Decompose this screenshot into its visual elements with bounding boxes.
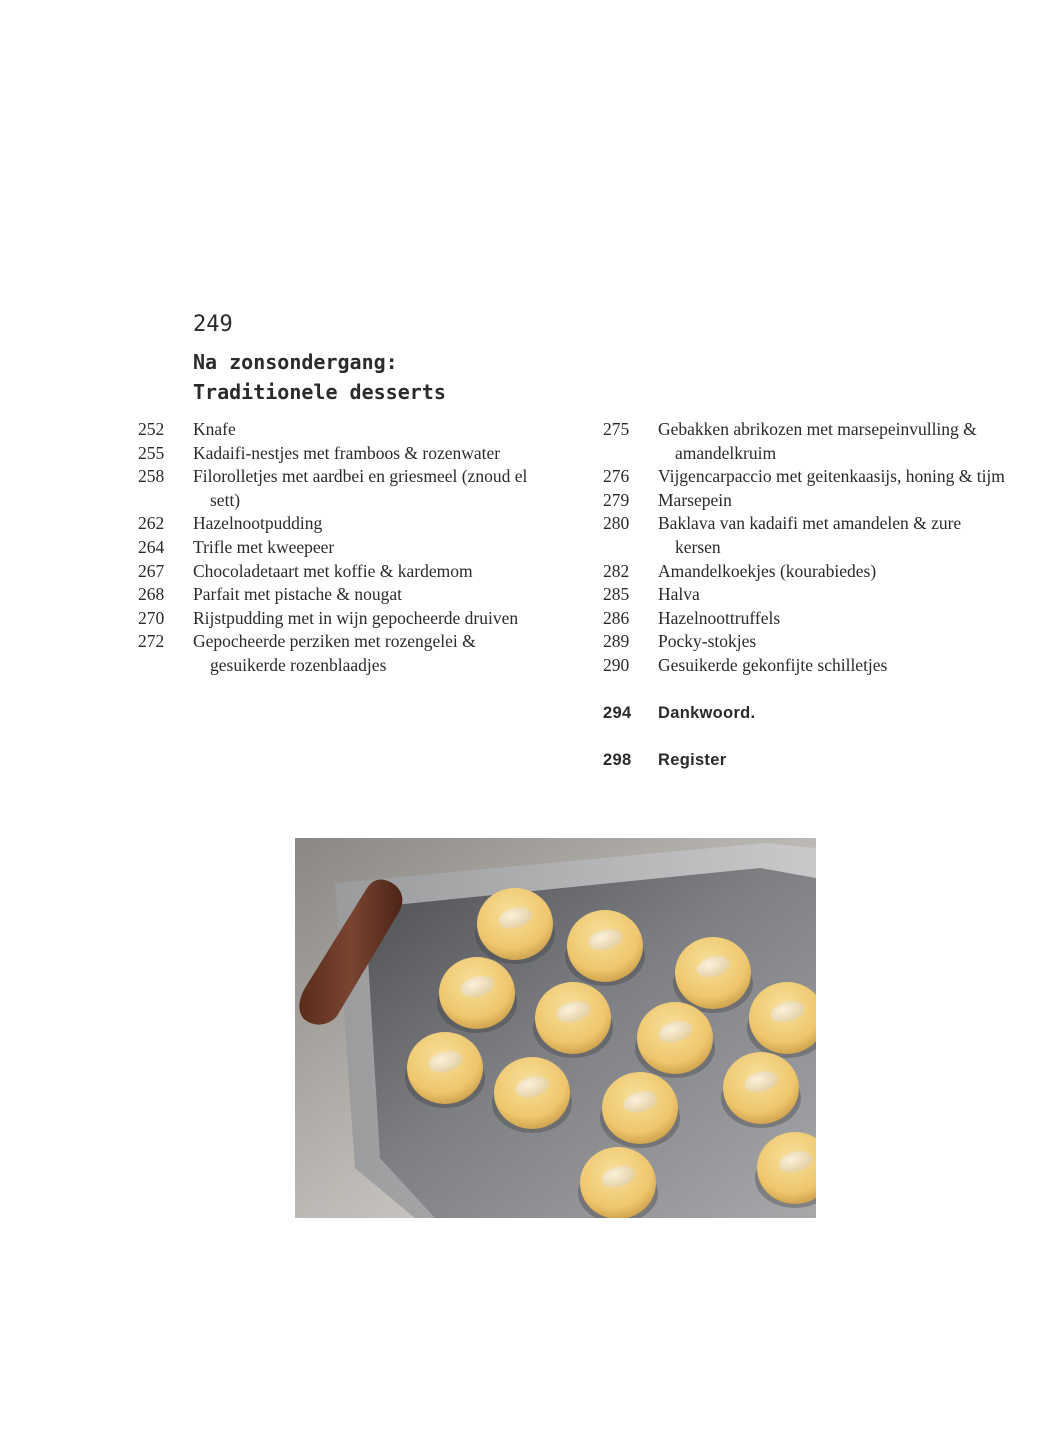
toc-page-number: 289 xyxy=(603,631,630,652)
toc-page-number: 270 xyxy=(138,607,165,628)
toc-column-left xyxy=(138,418,558,678)
toc-entry[interactable] xyxy=(603,654,1023,678)
toc-entry[interactable] xyxy=(603,465,1023,489)
toc-entry[interactable] xyxy=(603,489,1023,513)
toc-column-right xyxy=(603,418,1023,773)
toc-entry-title: Chocoladetaart met koffie & kardemom xyxy=(193,560,473,581)
toc-entry[interactable] xyxy=(138,583,558,607)
section-title-line-1: Na zonsondergang: xyxy=(193,350,398,374)
toc-page-number: 272 xyxy=(138,631,165,652)
toc-entry[interactable] xyxy=(603,512,1023,559)
toc-page-number: 298 xyxy=(603,751,632,770)
toc-page-number: 285 xyxy=(603,584,630,605)
toc-entry-title: Kadaifi-nestjes met framboos & rozenwater xyxy=(193,442,501,463)
toc-entry[interactable] xyxy=(138,560,558,584)
toc-entry-title: Rijstpudding met in wijn gepocheerde druiven xyxy=(193,607,519,628)
section-page-number: 249 xyxy=(193,312,233,337)
toc-entry-title: Vijgencarpaccio met geitenkaasijs, honing & tijm xyxy=(658,466,1005,487)
toc-page-number: 275 xyxy=(603,419,630,439)
toc-entry-title: Register xyxy=(658,751,727,770)
section-title-line-2: Traditionele desserts xyxy=(193,380,446,404)
toc-entry[interactable] xyxy=(603,418,1023,465)
toc-entry[interactable] xyxy=(603,630,1023,654)
dessert-photo xyxy=(295,838,816,1218)
toc-entry-title: Hazelnootpudding xyxy=(193,513,323,534)
toc-entry-title: Dankwoord. xyxy=(658,703,756,722)
toc-entry-title: Marsepein xyxy=(658,489,732,510)
toc-page-number: 286 xyxy=(603,607,630,628)
toc-entry[interactable] xyxy=(138,630,558,677)
toc-entry-title: Gepocheerde perziken met rozengelei & gesuikerde rozenblaadjes xyxy=(193,631,476,675)
toc-entry-title: Parfait met pistache & nougat xyxy=(193,584,402,605)
toc-entry-title: Pocky-stokjes xyxy=(658,631,757,652)
toc-page-number: 294 xyxy=(603,703,632,722)
toc-page-number: 268 xyxy=(138,584,165,605)
toc-entry[interactable] xyxy=(603,583,1023,607)
toc-entry-title: Gebakken abrikozen met marsepeinvulling & amandelkruim xyxy=(658,419,977,463)
toc-entry-title: Trifle met kweepeer xyxy=(193,536,335,557)
toc-page-number: 280 xyxy=(603,513,630,534)
toc-page-number: 262 xyxy=(138,513,165,534)
toc-entry[interactable] xyxy=(603,560,1023,584)
toc-page-number: 279 xyxy=(603,489,630,510)
toc-entry-title: Hazelnoottruffels xyxy=(658,607,781,628)
toc-entry[interactable] xyxy=(603,607,1023,631)
toc-entry[interactable] xyxy=(138,418,558,442)
toc-page-number: 264 xyxy=(138,536,165,557)
toc-page-number: 276 xyxy=(603,466,630,487)
toc-page-number: 252 xyxy=(138,419,165,439)
toc-entry-title: Gesuikerde gekonfijte schilletjes xyxy=(658,654,888,675)
toc-entry-title: Knafe xyxy=(193,419,236,439)
toc-page-number: 267 xyxy=(138,560,165,581)
toc-entry-index[interactable] xyxy=(603,749,1023,773)
toc-entry-title: Halva xyxy=(658,584,700,605)
toc-page-number: 282 xyxy=(603,560,630,581)
toc-entry-title: Amandelkoekjes (kourabiedes) xyxy=(658,560,877,581)
toc-page-number: 290 xyxy=(603,654,630,675)
toc-page-number: 258 xyxy=(138,466,165,487)
toc-entry-acknowledgements[interactable] xyxy=(603,702,1023,726)
section-title xyxy=(193,347,446,407)
toc-entry[interactable] xyxy=(138,607,558,631)
toc-entry[interactable] xyxy=(138,465,558,512)
toc-page-number: 255 xyxy=(138,442,165,463)
toc-entry-title: Baklava van kadaifi met amandelen & zure kersen xyxy=(658,513,962,557)
toc-entry[interactable] xyxy=(138,442,558,466)
toc-entry[interactable] xyxy=(138,512,558,536)
toc-entry-title: Filorolletjes met aardbei en griesmeel (znoud el sett) xyxy=(193,466,528,510)
toc-entry[interactable] xyxy=(138,536,558,560)
